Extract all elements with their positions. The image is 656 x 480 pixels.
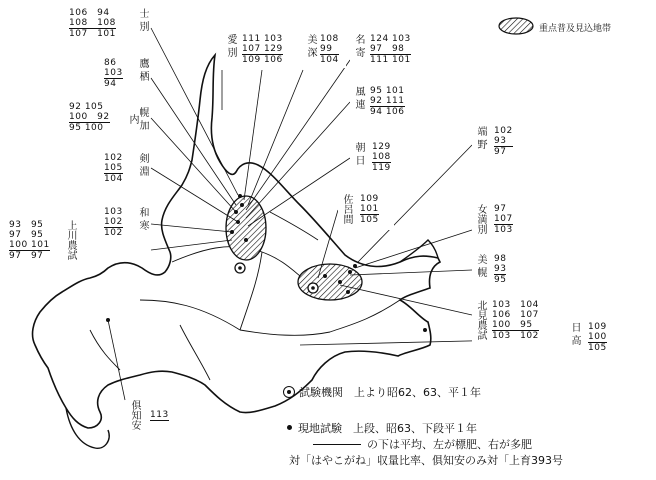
hatch-swatch bbox=[497, 16, 535, 36]
site-box-bihoro bbox=[472, 252, 522, 290]
legend-field-test bbox=[283, 420, 477, 436]
legend-hatched-label: 重点普及見込地帯 bbox=[539, 24, 612, 34]
site-box-kotoni bbox=[472, 124, 522, 162]
site-name: 朝日 bbox=[353, 142, 364, 168]
site-box-fuuren bbox=[350, 84, 430, 122]
site-name: 北見農試 bbox=[475, 300, 486, 340]
site-name: 日高 bbox=[569, 322, 580, 348]
site-box-asahi bbox=[350, 140, 400, 178]
site-values: 109 100 105 bbox=[588, 322, 607, 353]
institution-kitami bbox=[308, 283, 318, 293]
legend-ratio-text: 対「はやこがね」収量比率、俱知安のみ対「上育393号 bbox=[289, 454, 563, 467]
site-box-nayoro bbox=[350, 32, 430, 70]
site-box-kutchan bbox=[126, 398, 182, 436]
site-values: 106 94 108 108 107 101 bbox=[69, 8, 116, 39]
underline-symbol-icon bbox=[313, 444, 361, 445]
site-name: 和寒 bbox=[137, 207, 148, 233]
site-name: 鷹栖 bbox=[137, 58, 148, 84]
site-values: 103 104 106 107 100 95 103 102 bbox=[492, 300, 539, 341]
site-values: 93 95 97 95 100 101 97 97 bbox=[9, 220, 50, 261]
site-name: 風連 bbox=[353, 86, 364, 112]
kitami-region-hatch bbox=[298, 264, 362, 300]
site-values: 111 103 107 129 109 106 bbox=[242, 34, 283, 65]
site-values: 129 108 119 bbox=[372, 142, 391, 173]
site-name: 士別 bbox=[137, 8, 148, 34]
site-values: 98 93 95 bbox=[494, 254, 507, 285]
site-values: 103 102 102 bbox=[104, 207, 123, 238]
institution-kamikawa bbox=[235, 263, 245, 273]
site-values: 92 105 100 92 95 100 bbox=[69, 102, 110, 133]
legend-hatched-region bbox=[497, 16, 647, 36]
legend-line bbox=[283, 436, 532, 452]
site-box-memanbetsu bbox=[472, 202, 522, 240]
site-box-aibetsu bbox=[222, 32, 346, 68]
site-name: 愛別 bbox=[225, 34, 236, 60]
site-name: 美幌 bbox=[475, 254, 486, 280]
site-name: 名寄 bbox=[353, 34, 364, 60]
legend-ratio bbox=[289, 452, 563, 468]
site-name: 端野 bbox=[475, 126, 486, 152]
site-box-wassamu bbox=[66, 205, 150, 243]
site-values: 95 101 92 111 94 106 bbox=[370, 86, 405, 117]
site-name: 俱知安 bbox=[129, 400, 140, 430]
site-box-tsubetsu bbox=[566, 320, 622, 358]
kamikawa-region-hatch bbox=[226, 196, 266, 260]
site-name: 佐呂間 bbox=[341, 194, 352, 224]
site-values: 86 103 94 bbox=[104, 58, 123, 89]
legend-institution-text: 試験機関 上より昭62、63、平１年 bbox=[299, 386, 481, 399]
site-values: 102 105 104 bbox=[104, 153, 123, 184]
site-box-horokanai bbox=[66, 100, 150, 138]
legend-institution bbox=[283, 384, 481, 400]
site-box-koshimizu bbox=[338, 192, 394, 230]
site-name: 女満別 bbox=[475, 204, 486, 234]
site-name: 幌加内 bbox=[127, 107, 148, 133]
site-values: 124 103 97 98 111 101 bbox=[370, 34, 411, 65]
legend-line-text: の下は平均、左が標肥、右が多肥 bbox=[367, 438, 532, 451]
site-name: 美深 bbox=[305, 34, 316, 60]
site-box-kamikawa bbox=[6, 218, 78, 264]
site-values: 109 101 105 bbox=[360, 194, 379, 225]
site-box-kitami bbox=[472, 298, 556, 346]
site-box-shibetsu bbox=[66, 6, 150, 42]
site-values: 97 107 103 bbox=[494, 204, 513, 235]
site-values: 102 93 97 bbox=[494, 126, 513, 157]
field-site-dot-icon bbox=[287, 425, 292, 430]
site-values: 113 bbox=[150, 410, 169, 420]
site-box-kembuchi bbox=[66, 151, 150, 189]
site-values: 108 99 104 bbox=[320, 34, 339, 65]
institution-symbol-icon bbox=[283, 386, 295, 398]
site-name: 上川農試 bbox=[65, 220, 76, 260]
legend-field-test-text: 現地試験 上段、昭63、下段平１年 bbox=[298, 422, 477, 435]
site-name: 剣淵 bbox=[137, 153, 148, 179]
site-box-shiragoro bbox=[66, 56, 150, 94]
